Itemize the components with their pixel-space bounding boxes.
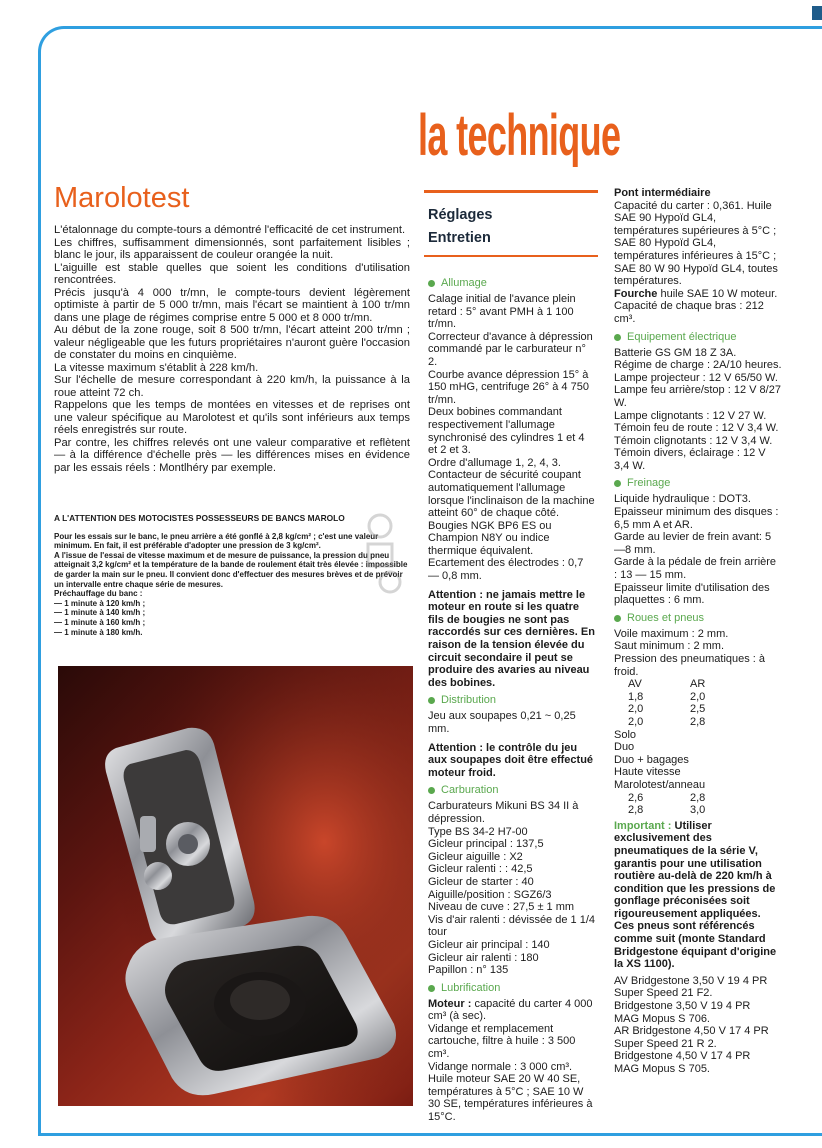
paragraph: Lampe projecteur : 12 V 65/50 W. [614, 371, 778, 384]
section-equipement [614, 331, 782, 344]
paragraph: Vidange et remplacement cartouche, filtre à huile : 3 500 cm³. [428, 1022, 576, 1061]
marolotest-body [54, 224, 410, 474]
pneus-reference: Ces pneus sont référencés comme suit (monte Standard Bridgestone équipant d'origine la XS 1100). [614, 920, 777, 971]
tire-cell: 2,0 [690, 690, 706, 703]
section-freinage [614, 477, 782, 490]
paragraph: Régime de charge : 2A/10 heures. [614, 359, 782, 372]
tire-row [614, 804, 782, 817]
warning-paragraph: Pour les essais sur le banc, le pneu arrière a été gonflé à 2,8 kg/cm² ; c'est une valeur minimum. En fait, il est préférable d'adopter une pression de 3 kg/cm². [54, 531, 379, 551]
paragraph: Vis d'air ralenti : dévissée de 1 1/4 tour [428, 913, 595, 939]
paragraph: L'étalonnage du compte-tours a démontré l'efficacité de cet instrument. [54, 224, 406, 236]
distribution-warning: Attention : le contrôle du jeu aux soupapes doit être effectué moteur froid. [428, 741, 594, 779]
tire-label: Haute vitesse [614, 766, 681, 779]
allumage-warning: Attention : ne jamais mettre le moteur en route si les quatre fils de bougies ne sont pas raccordés sur ces dernières. En raison de la tension élevée du circuit secondaire il peut se produire des avaries au niveau des bobines. [428, 588, 595, 689]
paragraph: Au début de la zone rouge, soit 8 500 tr/mn, l'écart atteint 200 tr/mn ; valeur négligeable que les futurs propriétaires n'auront guère l'occasion de constater du moins en cinquième. [54, 324, 410, 361]
paragraph: Correcteur d'avance à dépression commandé par le carburateur n° 2. [428, 330, 593, 368]
paragraph: Liquide hydraulique : DOT3. [614, 493, 751, 506]
tire-row [614, 716, 782, 729]
fuel-cap-photo [58, 666, 413, 1106]
tire-cell: 2,8 [690, 715, 706, 728]
paragraph: Lampe feu arrière/stop : 12 V 8/27 W. [614, 384, 781, 409]
section-title: Freinage [627, 477, 671, 490]
section-subheading [428, 204, 492, 250]
paragraph: Par contre, les chiffres relevés ont une valeur comparative et reflètent — à la différence d'échelle près — les différences mises en évidence par les essais réels : Montlhéry par exemple. [54, 436, 410, 474]
bullet-icon [614, 480, 621, 487]
tire-label: Solo [614, 728, 637, 741]
library-stamp-graphic [362, 510, 412, 600]
paragraph: Carburateurs Mikuni BS 34 II à dépression. [428, 800, 579, 825]
tire-cell: 2,5 [690, 703, 706, 716]
section-title: Allumage [441, 277, 487, 289]
subheading-reglages: Réglages [428, 207, 493, 223]
paragraph: Lampe clignotants : 12 V 27 W. [614, 409, 767, 422]
tire-spec: MAG Mopus S 705. [614, 1063, 710, 1075]
fuel-cap-illustration [58, 666, 413, 1106]
paragraph: Voile maximum : 2 mm. [614, 627, 729, 640]
column-right [614, 187, 782, 1076]
paragraph: Calage initial de l'avance plein retard : 5° avant PMH à 1 100 tr/mn. [428, 293, 576, 331]
tire-cell: 2,0 [628, 715, 644, 728]
moteur-label: Moteur : [428, 997, 472, 1010]
paragraph: Précis jusqu'à 4 000 tr/mn, le compte-tours devient légèrement optimiste à partir de 5 000 tr/mn, mais l'écart se maintient à 100 tr/mn dans une plage de régimes comprise entre 5 000 et 8 000 tr/mn. [54, 286, 410, 324]
bullet-icon [428, 697, 435, 704]
tire-label: Duo [614, 741, 635, 754]
section-title: Roues et pneus [627, 611, 705, 624]
tire-col-ar: AR [690, 678, 706, 691]
tire-label: Marolotest/anneau [614, 778, 706, 791]
paragraph: Vidange normale : 3 000 cm³. [428, 1060, 573, 1073]
paragraph: Aiguille/position : SGZ6/3 [428, 888, 552, 901]
subheading-entretien: Entretien [428, 230, 491, 246]
tire-spec: AR Bridgestone 4,50 V 17 4 PR [614, 1025, 769, 1038]
paragraph: Epaisseur minimum des disques : 6,5 mm A et AR. [614, 506, 779, 531]
paragraph: Sur l'échelle de mesure correspondant à 220 km/h, la puissance à la roue atteint 72 ch. [54, 374, 410, 399]
paragraph: Niveau de cuve : 27,5 ± 1 mm [428, 901, 575, 914]
fourche-label: Fourche [614, 287, 658, 300]
bullet-icon [428, 985, 435, 992]
paragraph: Rappelons que les temps de montées en vitesses et de reprises ont une valeur spécifique au Marolotest et qu'ils sont inférieurs aux temps réels enregistrés sur route. [54, 399, 410, 436]
important-label: Important : [614, 819, 672, 832]
tire-row [614, 703, 782, 716]
tire-spec: AV Bridgestone 3,50 V 19 4 PR [614, 974, 768, 987]
paragraph: Pression des pneumatiques : à froid. [614, 653, 766, 678]
bullet-icon [614, 334, 621, 341]
paragraph: Garde au levier de frein avant: 5—8 mm. [614, 531, 772, 556]
warning-paragraph: A l'issue de l'essai de vitesse maximum et de mesure de puissance, la pression du pneu atteignait 3,2 kg/cm² et la température de la bande de roulement était très élevée : impossible de garder la main sur le pneu. Il convient donc d'effectuer des mesures brèves et de prévoir un intervalle entre chaque série de mesures. [54, 550, 408, 589]
tire-spec: Super Speed 21 F2. [614, 987, 713, 1000]
paragraph: Huile moteur SAE 20 W 40 SE, températures à 5°C ; SAE 10 W 30 SE, températures inférieures à 15°C. [428, 1073, 593, 1124]
paragraph: Batterie GS GM 18 Z 3A. [614, 346, 737, 359]
tire-spec: Bridgestone 4,50 V 17 4 PR [614, 1050, 751, 1063]
tire-cell: 2,8 [690, 791, 706, 804]
paragraph [428, 998, 596, 1023]
paragraph: Contacteur de sécurité coupant automatiquement l'allumage lorsque l'inclinaison de la machine atteint 60° de chaque côté. [428, 469, 595, 520]
section-title: Lubrification [441, 981, 501, 994]
tire-cell: 2,8 [628, 804, 644, 817]
paragraph: Capacité de chaque bras : 212 cm³. [614, 300, 764, 325]
section-distribution [428, 694, 596, 707]
paragraph: Gicleur air principal : 140 [428, 938, 550, 951]
tire-row [614, 792, 782, 805]
column-middle [428, 272, 596, 1124]
section-carburation [428, 784, 596, 797]
tire-header [614, 678, 782, 691]
paragraph: Témoin clignotants : 12 V 3,4 W. [614, 434, 773, 447]
tire-spec: Bridgestone 3,50 V 19 4 PR [614, 1000, 751, 1013]
paragraph: Gicleur air ralenti : 180 [428, 951, 539, 964]
paragraph: Ordre d'allumage 1, 2, 4, 3. [428, 456, 561, 469]
paragraph: Epaisseur limite d'utilisation des plaquettes : 6 mm. [614, 581, 770, 607]
paragraph: Gicleur ralenti : : 42,5 [428, 863, 533, 876]
section-allumage [428, 277, 596, 290]
pont-title: Pont intermédiaire [614, 187, 711, 199]
paragraph: Capacité du carter : 0,361. Huile SAE 90 Hypoïd GL4, températures supérieures à 5°C ; SAE 80 Hypoïd GL4, températures inférieures à 15°C ; SAE 80 W 90 Hypoïd GL4, toutes températures. [614, 199, 778, 288]
warning-title: A L'ATTENTION DES MOTOCISTES POSSESSEURS DE BANCS MAROLO [54, 513, 345, 523]
page-marker [812, 6, 822, 20]
tire-cell: 2,0 [628, 703, 644, 716]
paragraph: Gicleur aiguille : X2 [428, 850, 523, 863]
tire-spec: Super Speed 21 R 2. [614, 1037, 717, 1050]
tire-cell: 2,6 [628, 791, 644, 804]
bench-warning [54, 514, 410, 637]
section-title: Equipement électrique [627, 330, 737, 343]
fourche-text: huile SAE 10 W moteur. [660, 287, 778, 300]
paragraph: Bougies NGK BP6 ES ou Champion N8Y ou indice thermique équivalent. [428, 519, 552, 557]
moteur-text: capacité du carter 4 000 cm³ (à sec). [428, 997, 593, 1023]
paragraph: L'aiguille est stable quelles que soient les conditions d'utilisation rencontrées. [54, 261, 410, 286]
paragraph: Courbe avance dépression 15° à 150 mHG, centrifuge 26° à 4 750 tr/mn. [428, 368, 589, 406]
paragraph: Témoin divers, éclairage : 12 V 3,4 W. [614, 447, 766, 472]
paragraph: Saut minimum : 2 mm. [614, 640, 725, 653]
paragraph: Les chiffres, suffisamment dimensionnés, sont parfaitement lisibles ; blanc le jour, ils apparaissent de couleur orangée la nuit. [54, 236, 410, 261]
tire-cell: 3,0 [690, 804, 706, 817]
section-title: Carburation [441, 784, 499, 797]
paragraph: Papillon : n° 135 [428, 964, 509, 977]
title-rule [424, 190, 598, 193]
paragraph: Garde à la pédale de frein arrière : 13 — 15 mm. [614, 556, 777, 582]
section-roues [614, 612, 782, 625]
warning-paragraph: — 1 minute à 120 km/h ; [54, 598, 146, 608]
paragraph: Deux bobines commandant respectivement l'allumage synchronisé des cylindres 1 et 4 et 2 et 3. [428, 406, 585, 457]
paragraph: Ecartement des électrodes : 0,7 — 0,8 mm. [428, 557, 584, 583]
tire-row [614, 691, 782, 704]
marolotest-title: Marolotest [54, 182, 190, 214]
subhead-rule [424, 255, 598, 257]
tire-cell: 1,8 [628, 690, 644, 703]
page-title: la technique [418, 103, 621, 168]
tire-spec: MAG Mopus S 706. [614, 1012, 710, 1025]
bullet-icon [428, 787, 435, 794]
paragraph: Témoin feu de route : 12 V 3,4 W. [614, 422, 779, 435]
bullet-icon [614, 615, 621, 622]
warning-paragraph: Préchauffage du banc : [54, 589, 143, 599]
paragraph: Jeu aux soupapes 0,21 ~ 0,25 mm. [428, 710, 576, 735]
warning-paragraph: — 1 minute à 160 km/h ; [54, 617, 146, 627]
section-lubrification [428, 982, 596, 995]
warning-paragraph: — 1 minute à 140 km/h ; [54, 608, 146, 618]
paragraph: La vitesse maximum s'établit à 228 km/h. [54, 361, 259, 374]
tire-label: Duo + bagages [614, 753, 689, 766]
important-text: Utiliser exclusivement des pneumatiques de la série V, garantis pour une utilisation routière au-delà de 220 km/h à condition que les pressions de gonflage préconisées soit rigoureusement appliquées. [614, 819, 776, 920]
paragraph: Gicleur de starter : 40 [428, 875, 534, 888]
bullet-icon [428, 280, 435, 287]
paragraph: Gicleur principal : 137,5 [428, 838, 544, 851]
warning-paragraph: — 1 minute à 180 km/h. [54, 627, 143, 637]
paragraph: Type BS 34-2 H7-00 [428, 825, 528, 838]
important-note [614, 820, 782, 921]
section-title: Distribution [441, 694, 497, 707]
tire-col-av: AV [628, 678, 642, 691]
paragraph [614, 288, 782, 301]
